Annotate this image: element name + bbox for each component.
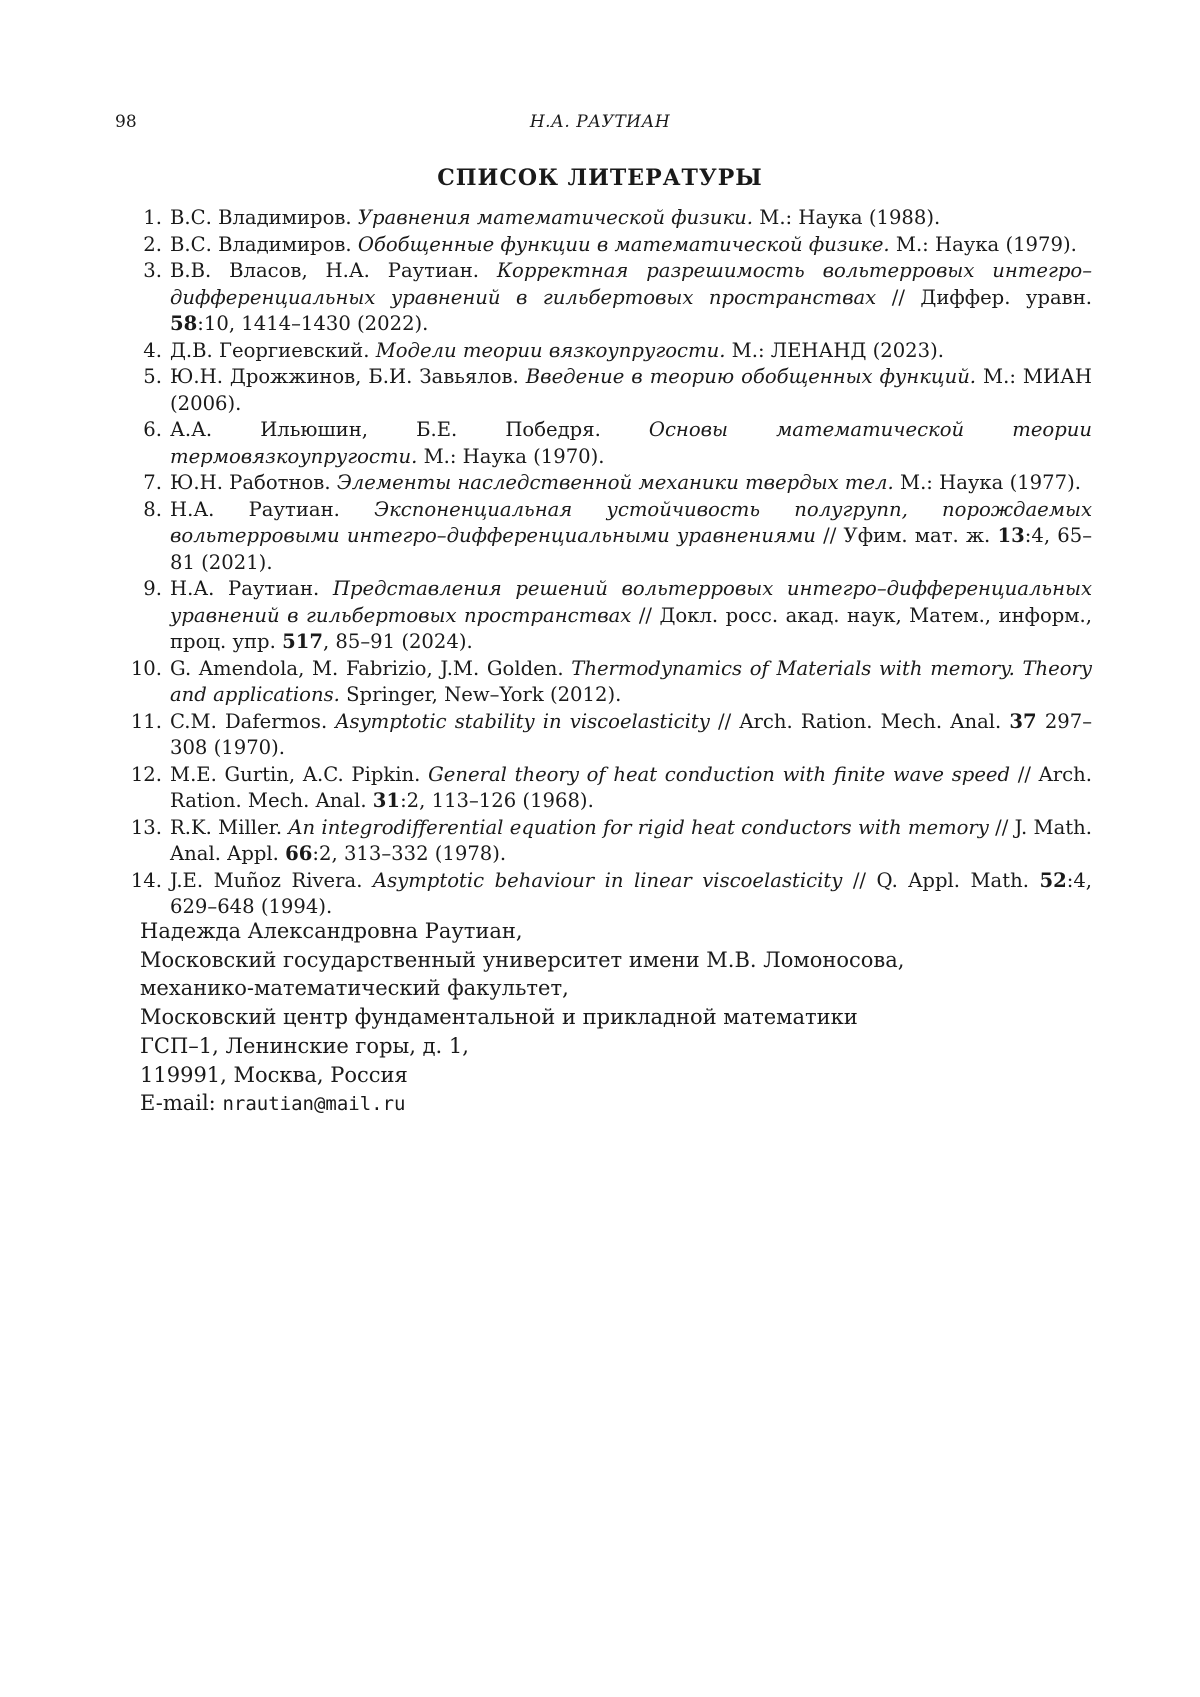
reference-volume: 31 <box>372 789 401 812</box>
reference-item <box>128 205 1092 232</box>
reference-title: Основы математической теории термовязкоупругости. <box>170 418 1092 468</box>
reference-item <box>128 656 1092 709</box>
reference-number: 13. <box>130 815 162 839</box>
reference-number: 3. <box>143 259 162 282</box>
reference-title: Корректная разрешимость вольтерровых интегро–дифференциальных уравнений в гильбертовых пространствах <box>170 259 1092 309</box>
reference-title: Модели теории вязкоупругости. <box>375 338 726 362</box>
reference-source: М.: МИАН (2006). <box>170 365 1093 415</box>
reference-pages: :4, 65–81 (2021). <box>170 524 1093 574</box>
author-address-block <box>140 917 904 1119</box>
reference-number: 11. <box>130 709 162 733</box>
reference-volume: 13 <box>997 524 1025 547</box>
reference-title: General theory of heat conduction with finite wave speed <box>428 762 1011 786</box>
reference-item <box>128 868 1092 921</box>
reference-volume: 37 <box>1009 709 1037 733</box>
address-city: 119991, Москва, Россия <box>140 1062 408 1087</box>
reference-authors: В.С. Владимиров. <box>170 232 352 256</box>
reference-pages: 297–308 (1970). <box>170 709 1093 759</box>
reference-title: Asymptotic stability in viscoelasticity <box>335 709 710 733</box>
reference-authors: Н.А. Раутиан. <box>170 577 320 600</box>
reference-number: 12. <box>130 762 162 786</box>
reference-authors: R.K. Miller. <box>170 815 283 839</box>
reference-source: М.: Наука (1970). <box>423 444 605 468</box>
reference-volume: 517 <box>282 630 323 653</box>
reference-number: 14. <box>130 868 162 892</box>
reference-number: 2. <box>143 232 162 256</box>
reference-journal: // J. Math. Anal. Appl. <box>170 815 1093 865</box>
page-number: 98 <box>115 112 137 132</box>
reference-title: Уравнения математической физики. <box>357 206 754 229</box>
author-name: Надежда Александровна Раутиан, <box>140 919 523 943</box>
reference-authors: В.В. Власов, Н.А. Раутиан. <box>170 259 480 282</box>
reference-number: 4. <box>143 338 162 362</box>
reference-number: 7. <box>143 471 162 494</box>
reference-authors: Ю.Н. Работнов. <box>170 471 331 494</box>
reference-journal: // Уфим. мат. ж. <box>823 524 991 547</box>
reference-number: 1. <box>143 206 162 229</box>
reference-journal: // Arch. Ration. Mech. Anal. <box>170 762 1092 812</box>
section-title: СПИСОК ЛИТЕРАТУРЫ <box>437 165 763 191</box>
running-head: Н.А. РАУТИАН <box>529 112 671 132</box>
reference-title: Элементы наследственной механики твердых тел. <box>336 471 894 494</box>
reference-authors: G. Amendola, M. Fabrizio, J.M. Golden. <box>170 656 564 680</box>
reference-number: 5. <box>143 365 162 388</box>
reference-title: Введение в теорию обобщенных функций. <box>525 365 977 388</box>
reference-item <box>128 815 1092 868</box>
reference-authors: А.А. Ильюшин, Б.Е. Победря. <box>170 418 601 441</box>
reference-source: М.: ЛЕНАНД (2023). <box>731 338 944 362</box>
reference-item <box>128 258 1092 338</box>
reference-volume: 52 <box>1039 868 1067 892</box>
reference-title: Asymptotic behaviour in linear viscoelasticity <box>372 868 843 892</box>
affiliation-faculty: механико-математический факультет, <box>140 976 569 1001</box>
reference-journal: // Arch. Ration. Mech. Anal. <box>718 709 1002 733</box>
reference-source: М.: Наука (1988). <box>759 206 941 229</box>
address-street: ГСП–1, Ленинские горы, д. 1, <box>140 1033 469 1058</box>
reference-source: Springer, New–York (2012). <box>346 683 622 706</box>
reference-title: Представления решений вольтерровых интегро–дифференциальных уравнений в гильбертовых пространствах <box>170 577 1092 627</box>
reference-item <box>128 497 1092 577</box>
reference-authors: J.E. Muñoz Rivera. <box>170 868 363 892</box>
reference-authors: В.С. Владимиров. <box>170 206 352 229</box>
reference-source: М.: Наука (1979). <box>895 232 1077 256</box>
reference-item <box>128 338 1092 365</box>
email-label: E-mail: <box>140 1091 216 1116</box>
reference-item <box>128 364 1092 417</box>
affiliation-university: Московский государственный университет имени М.В. Ломоносова, <box>140 947 905 972</box>
reference-volume: 66 <box>285 842 313 865</box>
reference-number: 10. <box>130 656 162 680</box>
reference-pages: :2, 313–332 (1978). <box>312 842 507 865</box>
email-line <box>140 1089 904 1119</box>
reference-item <box>128 709 1092 762</box>
reference-pages: :4, 629–648 (1994). <box>170 868 1093 918</box>
reference-journal: // Q. Appl. Math. <box>852 868 1029 892</box>
reference-number: 9. <box>143 577 162 600</box>
reference-title: Thermodynamics of Materials with memory. Theory and applications. <box>170 656 1092 706</box>
reference-journal: // Диффер. уравн. <box>891 285 1092 309</box>
email-link[interactable]: nrautian@mail.ru <box>222 1093 406 1116</box>
reference-authors: Ю.Н. Дрожжинов, Б.И. Завьялов. <box>170 365 519 388</box>
affiliation-center: Московский центр фундаментальной и прикладной математики <box>140 1005 858 1030</box>
reference-authors: Д.В. Георгиевский. <box>170 338 370 362</box>
reference-title: Экспоненциальная устойчивость полугрупп, порождаемых вольтерровыми интегро–дифференциальными уравнениями <box>170 497 1093 547</box>
reference-pages: , 85–91 (2024). <box>322 630 473 653</box>
reference-item <box>128 576 1092 656</box>
reference-number: 6. <box>143 418 162 441</box>
reference-source: М.: Наука (1977). <box>900 471 1081 494</box>
reference-title: Обобщенные функции в математической физике. <box>357 232 890 256</box>
reference-authors: Н.А. Раутиан. <box>170 497 340 521</box>
reference-volume: 58 <box>170 312 198 335</box>
reference-item <box>128 417 1092 470</box>
reference-journal: // Докл. росс. акад. наук, Матем., информ., проц. упр. <box>170 603 1092 653</box>
reference-title: An integrodifferential equation for rigid heat conductors with memory <box>288 815 989 839</box>
reference-number: 8. <box>143 497 162 521</box>
reference-item <box>128 232 1092 259</box>
reference-list <box>128 205 1092 921</box>
reference-item <box>128 762 1092 815</box>
reference-item <box>128 470 1092 497</box>
reference-authors: C.M. Dafermos. <box>170 709 328 733</box>
reference-authors: M.E. Gurtin, A.C. Pipkin. <box>170 762 421 786</box>
reference-pages: :2, 113–126 (1968). <box>400 789 594 812</box>
reference-pages: :10, 1414–1430 (2022). <box>197 312 429 335</box>
